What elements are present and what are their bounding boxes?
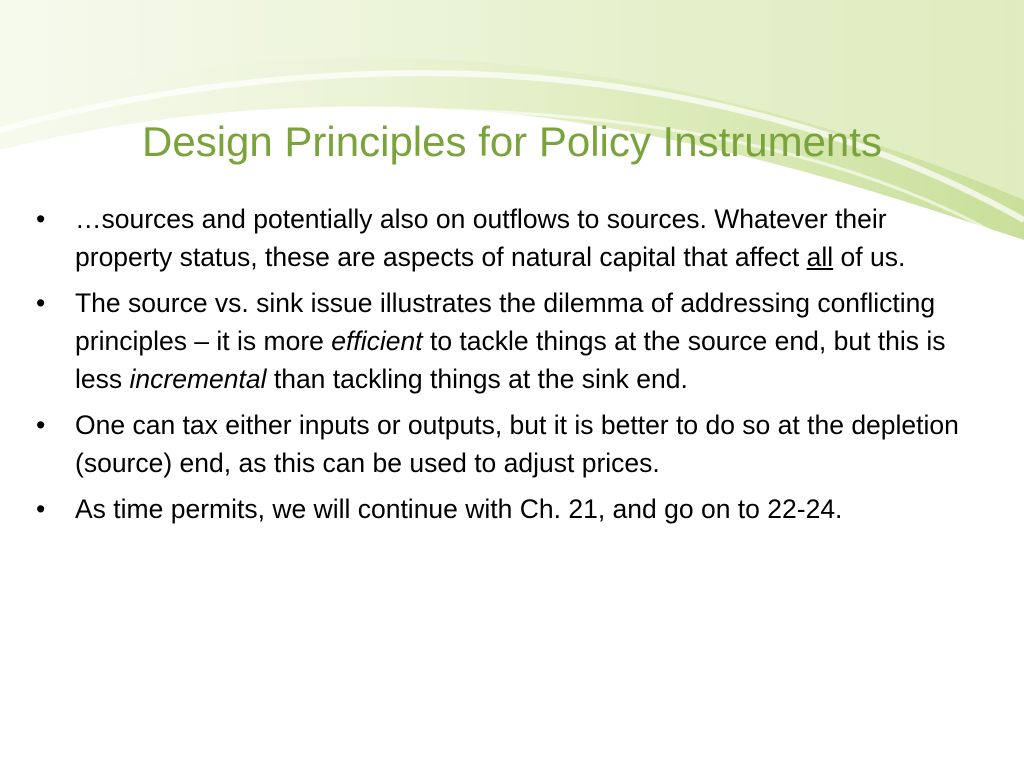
bullet-item: [36, 284, 966, 398]
bullet-text-segment: One can tax either inputs or outputs, but it is better to do so at the depletion (source) end, as this can be used to adjust prices.: [75, 410, 959, 478]
bullet-text-segment: …sources and potentially also on outflows to sources. Whatever their property status, these are aspects of natural capital that affect: [75, 204, 887, 272]
bullet-marker: •: [36, 410, 46, 440]
bullet-text-segment: incremental: [129, 364, 267, 394]
bullet-marker: •: [36, 204, 46, 234]
bullet-text-segment: of us.: [833, 242, 906, 272]
bullet-text-segment: to tackle things at the source end, but this is less: [75, 326, 946, 394]
bullet-text-segment: all: [806, 242, 834, 272]
bullet-item: [36, 200, 966, 276]
bullet-marker: •: [36, 288, 46, 318]
bullet-marker: •: [36, 494, 46, 524]
bullet-text-segment: The source vs. sink issue illustrates the dilemma of addressing conflicting principles – it is more: [75, 288, 936, 356]
bullet-text-segment: efficient: [331, 326, 423, 356]
bullet-list: [36, 200, 966, 536]
slide-title: Design Principles for Policy Instruments: [142, 118, 882, 165]
bullet-item: [36, 490, 966, 528]
bullet-item: [36, 406, 966, 482]
bullet-text-segment: As time permits, we will continue with Ch. 21, and go on to 22-24.: [75, 494, 843, 524]
bullet-text-segment: than tackling things at the sink end.: [266, 364, 688, 394]
